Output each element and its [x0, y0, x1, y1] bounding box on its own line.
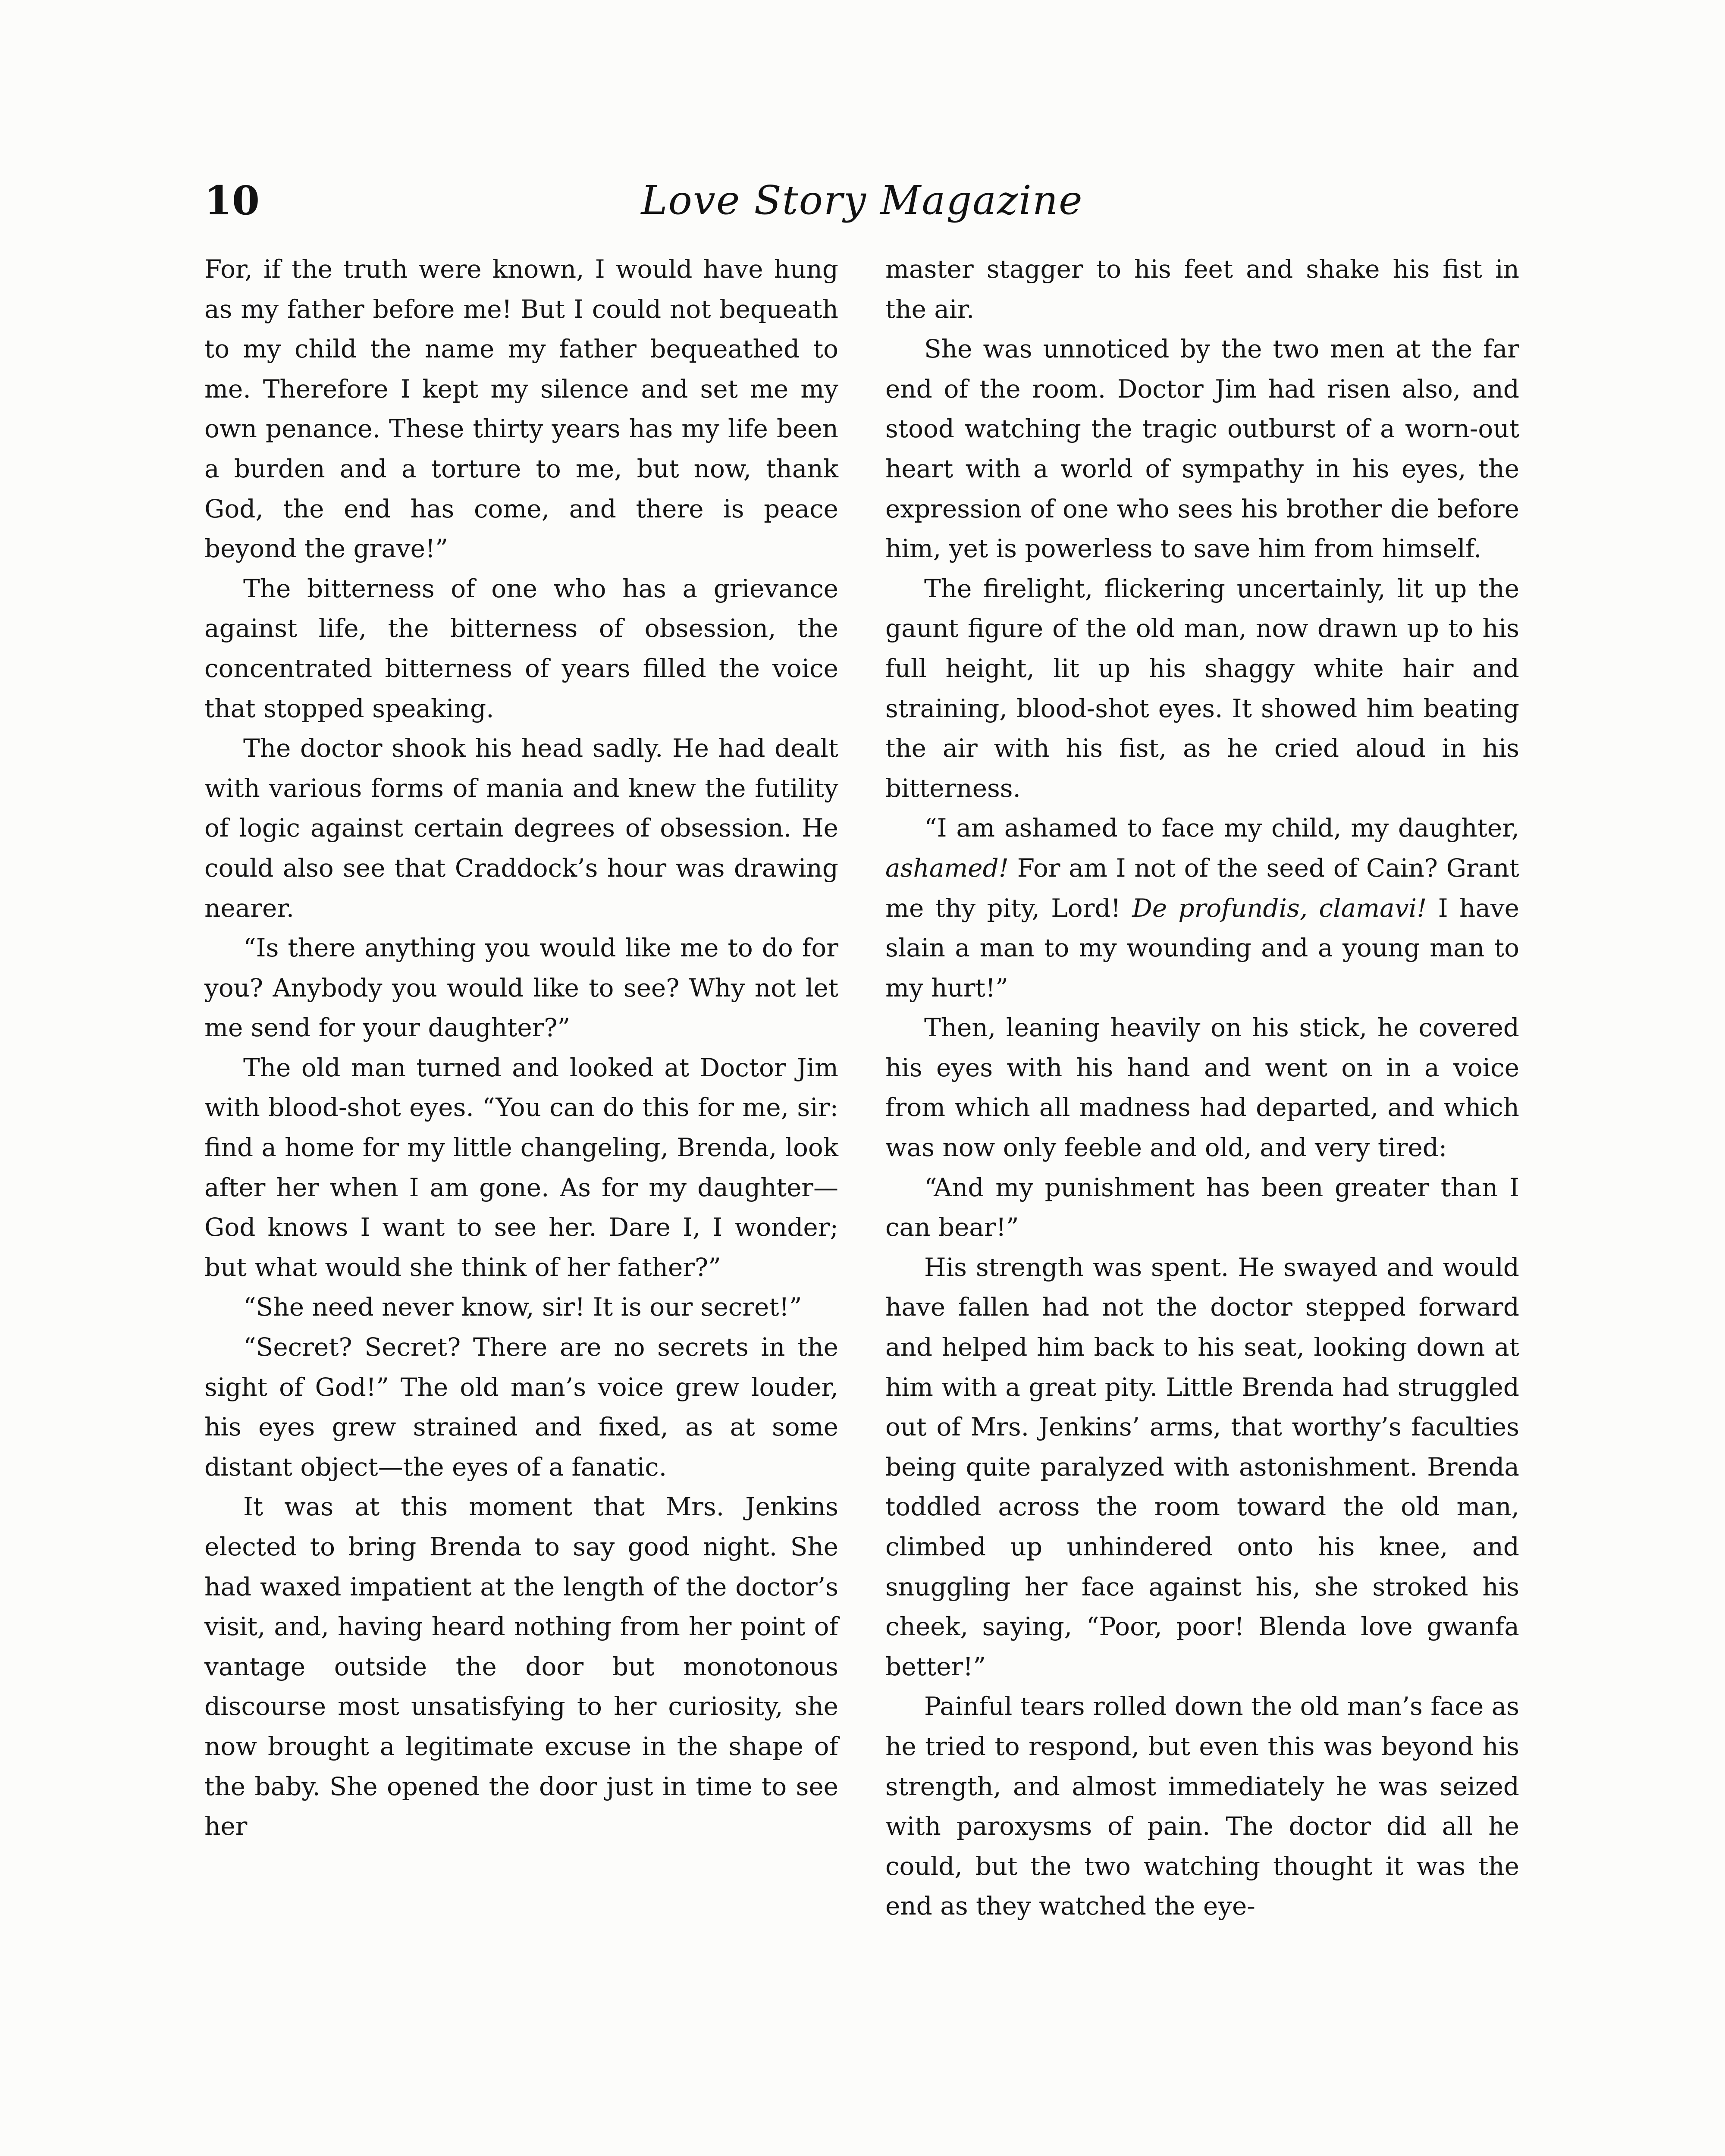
paragraph: master stagger to his feet and shake his fist in the air. — [885, 254, 1519, 324]
paragraph: The old man turned and looked at Doctor Jim with blood-shot eyes. “You can do this for me, sir: find a home for my little changeling, Brenda, look after her when I am gone. As for my daughter—God knows I want to see her. Dare I, I wonder; but what would she think of her father?” — [204, 1053, 838, 1282]
italic-text: ashamed! — [885, 853, 1009, 883]
text-run: For am I not of the seed of Cain? Grant me thy pity, Lord! — [885, 853, 1519, 923]
page-number: 10 — [204, 177, 260, 224]
paragraph: She was unnoticed by the two men at the far end of the room. Doctor Jim had risen also, and stood watching the tragic outburst of a worn-out heart with a world of sympathy in his eyes, the expression of one who sees his brother die before him, yet is powerless to save him from himself. — [885, 334, 1519, 564]
paragraph: His strength was spent. He swayed and would have fallen had not the doctor stepped forward and helped him back to his seat, looking down at him with a great pity. Little Brenda had struggled out of Mrs. Jenkins’ arms, that worthy’s faculties being quite paralyzed with astonishment. Brenda toddled across the room toward the old man, climbed up unhindered onto his knee, and snuggling her face against his, she stroked his cheek, saying, “Poor, poor! Blenda love gwanfa better!” — [885, 1252, 1519, 1681]
paragraph: “Secret? Secret? There are no secrets in the sight of God!” The old man’s voice grew louder, his eyes grew strained and fixed, as at some distant object—the eyes of a fanatic. — [204, 1332, 838, 1482]
text-run: “I am ashamed to face my child, my daughter, — [924, 813, 1519, 843]
paragraph: Then, leaning heavily on his stick, he covered his eyes with his hand and went on in a voice from which all madness had departed, and which was now only feeble and old, and very tired: — [885, 1013, 1519, 1163]
paragraph: Painful tears rolled down the old man’s face as he tried to respond, but even this was beyond his strength, and almost immediately he was seized with paroxysms of pain. The doctor did all he could, but the two watching thought it was the end as they watched the eye- — [885, 1692, 1519, 1921]
paragraph: “She need never know, sir! It is our secret!” — [243, 1292, 802, 1322]
paragraph: “Is there anything you would like me to do for you? Anybody you would like to see? Why not let me send for your daughter?” — [204, 933, 838, 1043]
italic-text: De profundis, clamavi! — [1132, 893, 1427, 923]
paragraph: The doctor shook his head sadly. He had dealt with various forms of mania and knew the futility of logic against certain degrees of obsession. He could also see that Craddock’s hour was drawing nearer. — [204, 733, 838, 923]
page-header — [204, 164, 1520, 237]
paragraph: “And my punishment has been greater than I can bear!” — [885, 1172, 1519, 1242]
left-column — [204, 249, 838, 1846]
paragraph: The firelight, flickering uncertainly, lit up the gaunt figure of the old man, now drawn up to his full height, lit up his shaggy white hair and straining, blood-shot eyes. It showed him beating the air with his fist, as he cried aloud in his bitterness. — [885, 573, 1519, 803]
running-title: Love Story Magazine — [641, 177, 1083, 223]
paragraph — [885, 808, 1519, 1008]
right-column — [885, 249, 1519, 1926]
paragraph: The bitterness of one who has a grievance against life, the bitterness of obsession, the concentrated bitterness of years filled the voice that stopped speaking. — [204, 573, 838, 723]
text-run: I have slain a man to my wounding and a young man to my hurt!” — [885, 893, 1519, 1003]
paragraph: For, if the truth were known, I would have hung as my father before me! But I could not bequeath to my child the name my father bequeathed to me. Therefore I kept my silence and set me my own penance. These thirty years has my life been a burden and a torture to me, but now, thank God, the end has come, and there is peace beyond the grave!” — [204, 254, 838, 564]
paragraph: It was at this moment that Mrs. Jenkins elected to bring Brenda to say good night. She had waxed impatient at the length of the doctor’s visit, and, having heard nothing from her point of vantage outside the door but monotonous discourse most unsatisfying to her curiosity, she now brought a legitimate excuse in the shape of the baby. She opened the door just in time to see her — [204, 1492, 838, 1841]
